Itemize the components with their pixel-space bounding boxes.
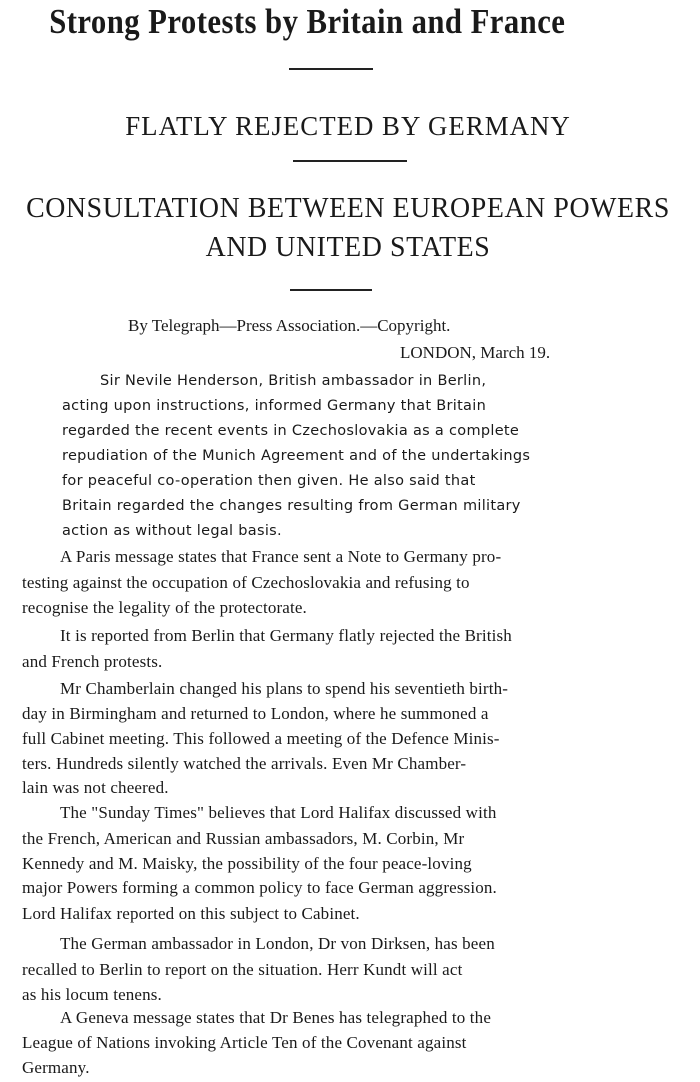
- lead-line: Britain regarded the changes resulting from German military: [62, 498, 521, 514]
- lead-line: for peaceful co-operation then given. He also said that: [62, 473, 476, 489]
- body-line: day in Birmingham and returned to London, where he summoned a: [22, 704, 489, 723]
- divider-rule: [289, 68, 373, 70]
- headline: Strong Protests by Britain and France: [49, 2, 566, 41]
- body-line: and French protests.: [22, 652, 163, 671]
- dateline: LONDON, March 19.: [400, 343, 551, 362]
- body-line: A Geneva message states that Dr Benes has telegraphed to the: [60, 1008, 492, 1027]
- divider-rule: [293, 160, 407, 162]
- subheadline: FLATLY REJECTED BY GERMANY: [125, 111, 571, 141]
- body-line: full Cabinet meeting. This followed a meeting of the Defence Minis-: [22, 729, 500, 748]
- body-line: The "Sunday Times" believes that Lord Halifax discussed with: [60, 803, 497, 822]
- subheadline2-line1: CONSULTATION BETWEEN EUROPEAN POWERS: [26, 193, 670, 224]
- body-line: major Powers forming a common policy to face German aggression.: [22, 878, 497, 897]
- body-line: ters. Hundreds silently watched the arrivals. Even Mr Chamber-: [22, 754, 467, 773]
- lead-line: action as without legal basis.: [62, 523, 282, 539]
- lead-line: repudiation of the Munich Agreement and of the undertakings: [62, 448, 531, 464]
- body-line: Mr Chamberlain changed his plans to spend his seventieth birth-: [60, 679, 509, 698]
- lead-line: acting upon instructions, informed Germany that Britain: [62, 398, 487, 414]
- body-line: testing against the occupation of Czechoslovakia and refusing to: [22, 573, 470, 592]
- body-line: recalled to Berlin to report on the situation. Herr Kundt will act: [22, 960, 463, 979]
- body-line: as his locum tenens.: [22, 985, 162, 1004]
- body-line: Kennedy and M. Maisky, the possibility of the four peace-loving: [22, 854, 472, 873]
- body-line: A Paris message states that France sent a Note to Germany pro-: [60, 547, 502, 566]
- body-line: recognise the legality of the protectorate.: [22, 598, 307, 617]
- byline: By Telegraph—Press Association.—Copyright.: [128, 316, 451, 335]
- body-line: the French, American and Russian ambassadors, M. Corbin, Mr: [22, 829, 465, 848]
- lead-line: Sir Nevile Henderson, British ambassador in Berlin,: [100, 373, 487, 389]
- body-line: Lord Halifax reported on this subject to Cabinet.: [22, 904, 360, 923]
- body-line: League of Nations invoking Article Ten of the Covenant against: [22, 1033, 467, 1052]
- divider-rule: [290, 289, 372, 291]
- body-line: It is reported from Berlin that Germany flatly rejected the British: [60, 626, 512, 645]
- lead-line: regarded the recent events in Czechoslovakia as a complete: [62, 423, 520, 439]
- body-line: Germany.: [22, 1058, 90, 1077]
- body-line: The German ambassador in London, Dr von Dirksen, has been: [60, 934, 495, 953]
- subheadline2-line2: AND UNITED STATES: [205, 232, 491, 263]
- body-line: lain was not cheered.: [22, 778, 169, 797]
